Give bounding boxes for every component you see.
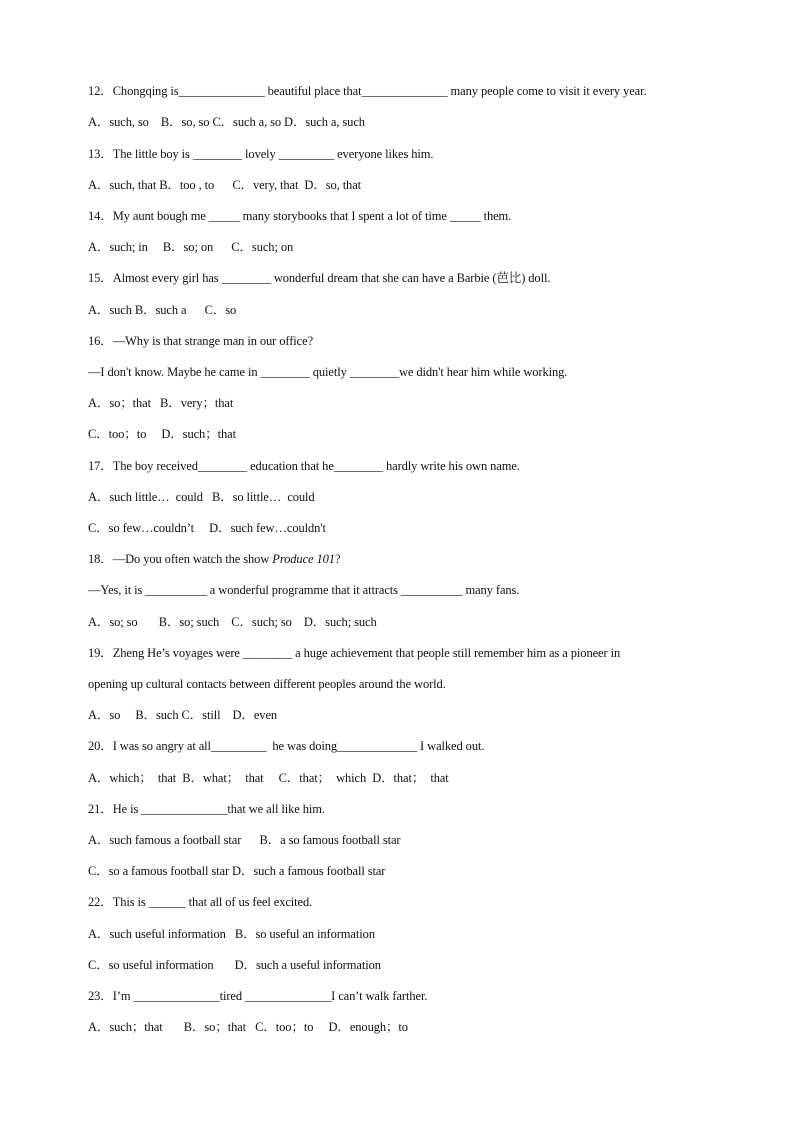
options-13: A．such, that B．too , to C．very, that D．so, that <box>88 178 362 192</box>
question-18-reply: —Yes, it is __________ a wonderful programme that it attracts __________ many fans. <box>88 583 520 597</box>
question-18-text: 18．—Do you often watch the show <box>88 552 273 566</box>
options-14: A．such; in B．so; on C．such; on <box>88 240 294 254</box>
options-19: A．so B．such C．still D．even <box>88 708 278 722</box>
options-20: A．which； that B．what； that C．that； which D．that； that <box>88 771 449 785</box>
question-19-cont: opening up cultural contacts between different peoples around the world. <box>88 677 446 691</box>
question-14: 14．My aunt bough me _____ many storybooks that I spent a lot of time _____ them. <box>88 209 512 223</box>
options-15: A．such B．such a C．so <box>88 303 237 317</box>
options-21-row2: C．so a famous football star D．such a famous football star <box>88 864 386 878</box>
options-17-row1: A．such little… could B．so little… could <box>88 490 315 504</box>
options-18: A．so; so B．so; such C．such; so D．such; such <box>88 615 377 629</box>
question-18-end: ? <box>334 552 341 566</box>
question-22: 22．This is ______ that all of us feel excited. <box>88 895 313 909</box>
question-16: 16．—Why is that strange man in our office? <box>88 334 314 348</box>
question-18 <box>88 551 728 567</box>
question-20: 20．I was so angry at all_________ he was doing_____________ I walked out. <box>88 739 485 753</box>
options-12: A．such, so B．so, so C．such a, so D．such a, such <box>88 115 365 129</box>
question-16-reply: —I don't know. Maybe he came in ________ quietly ________we didn't hear him while working. <box>88 365 568 379</box>
show-title: Produce 101 <box>272 552 335 566</box>
options-16-row2: C．too；to D．such；that <box>88 427 236 441</box>
question-17: 17．The boy received________ education that he________ hardly write his own name. <box>88 459 520 473</box>
question-21: 21．He is ______________that we all like him. <box>88 802 325 816</box>
question-23: 23．I’m ______________tired ______________I can’t walk farther. <box>88 989 428 1003</box>
options-16-row1: A．so；that B．very；that <box>88 396 234 410</box>
question-19: 19．Zheng He’s voyages were ________ a huge achievement that people still remember him as a pioneer in <box>88 646 621 660</box>
options-17-row2: C．so few…couldn’t D．such few…couldn't <box>88 521 326 535</box>
options-23: A．such；that B．so；that C．too；to D．enough；to <box>88 1020 408 1034</box>
options-22-row1: A．such useful information B．so useful an information <box>88 927 375 941</box>
options-21-row1: A．such famous a football star B．a so famous football star <box>88 833 401 847</box>
question-15: 15．Almost every girl has ________ wonderful dream that she can have a Barbie (芭比) doll. <box>88 271 551 285</box>
question-13: 13．The little boy is ________ lovely _________ everyone likes him. <box>88 147 434 161</box>
question-12: 12．Chongqing is______________ beautiful place that______________ many people come to visit it every year. <box>88 84 647 98</box>
options-22-row2: C．so useful information D．such a useful information <box>88 958 381 972</box>
